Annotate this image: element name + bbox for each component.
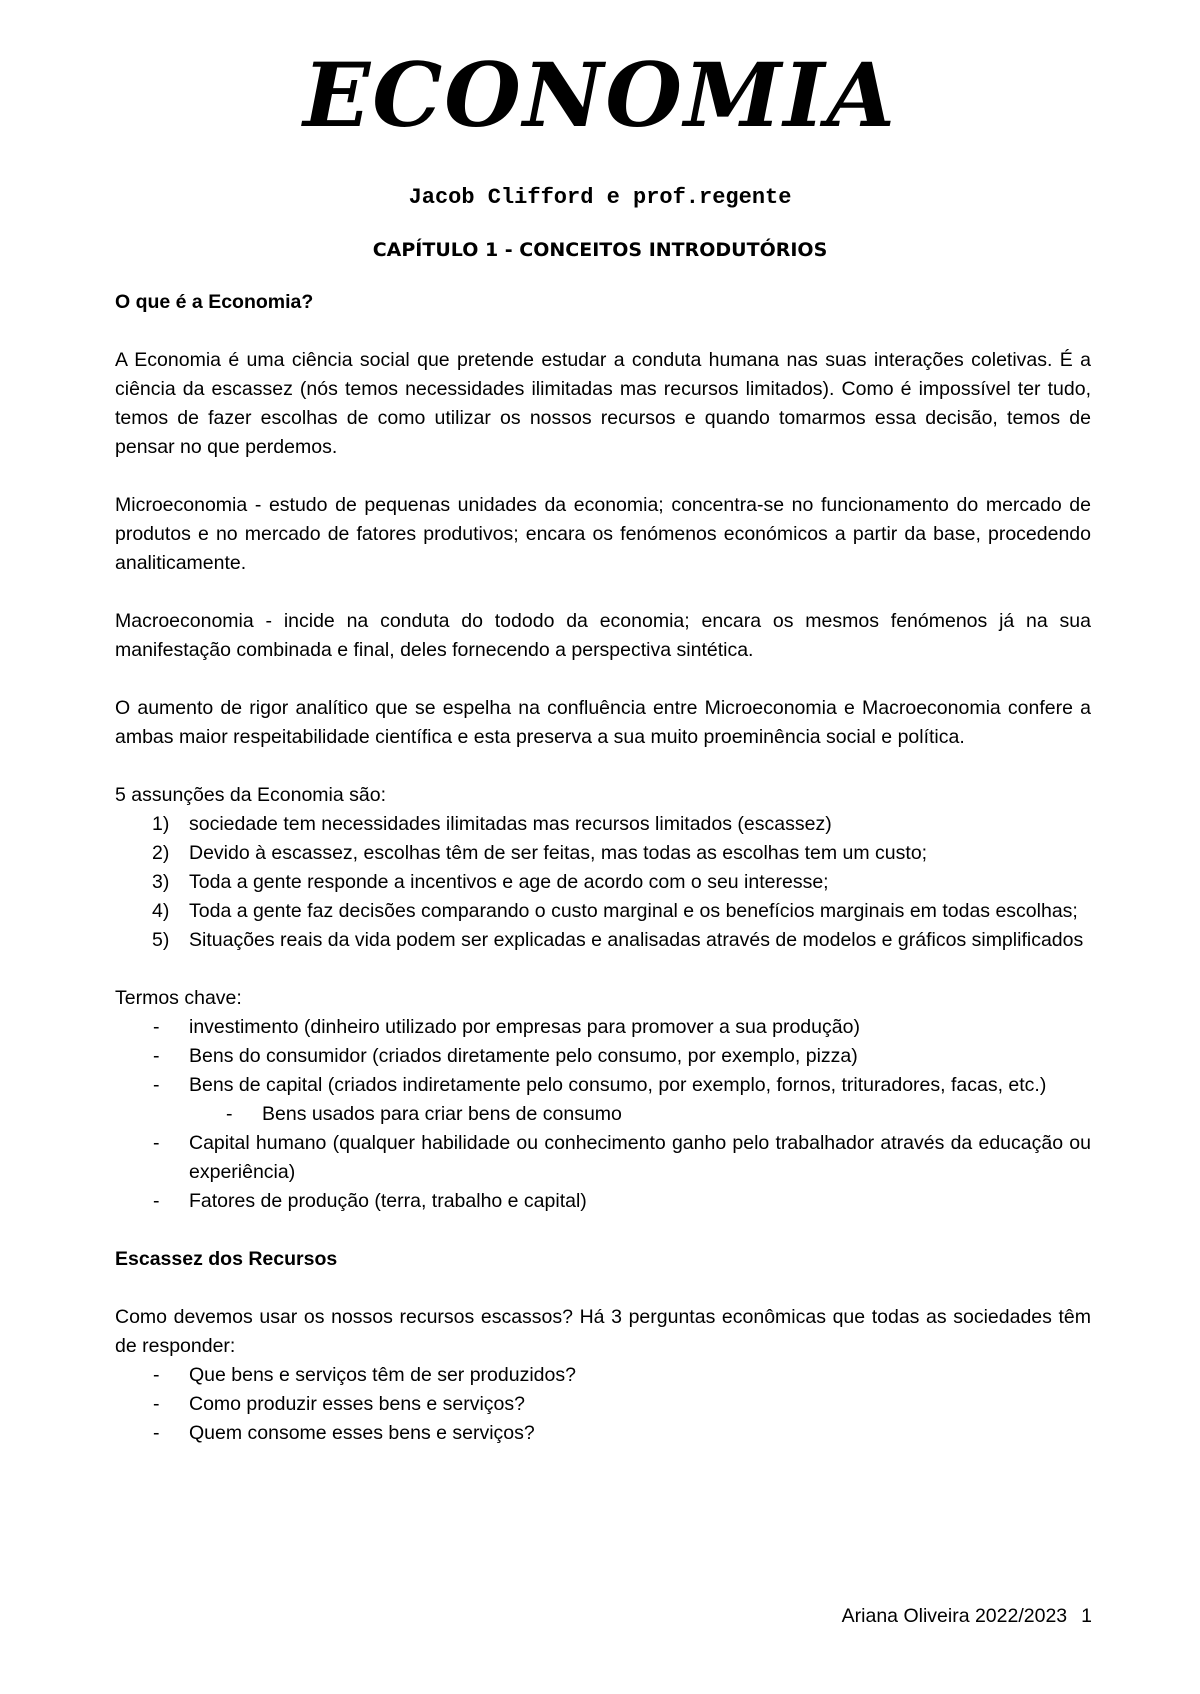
document-subtitle: Jacob Clifford e prof.regente xyxy=(408,185,792,210)
page-footer xyxy=(842,1603,1092,1629)
list-item: - Bens de capital (criados indiretamente pelo consumo, por exemplo, fornos, trituradores, facas, etc.) xyxy=(153,1074,1047,1096)
list-item: 5) Situações reais da vida podem ser explicadas e analisadas através de modelos e gráficos simplificados xyxy=(152,929,1084,951)
list-item: - Bens usados para criar bens de consumo xyxy=(226,1103,622,1125)
document-title: ECONOMIA xyxy=(303,43,897,147)
list-item: - Que bens e serviços têm de ser produzidos? xyxy=(153,1364,576,1386)
document-body xyxy=(115,288,1091,1448)
list-item: 1) sociedade tem necessidades ilimitadas mas recursos limitados (escassez) xyxy=(152,813,832,835)
paragraph-economia: A Economia é uma ciência social que pretende estudar a conduta humana nas suas interações coletivas. É a ciência da escassez (nós temos necessidades ilimitadas mas recursos limitados). Como é impossível ter tudo, temos de fazer escolhas de como utilizar os nossos recursos e quando tomarmos essa decisão, temos de pensar no que perdemos. xyxy=(115,349,1091,458)
section-heading-escassez: Escassez dos Recursos xyxy=(115,1248,338,1270)
assumptions-list xyxy=(115,810,1091,955)
paragraph-rigor: O aumento de rigor analítico que se espelha na confluência entre Microeconomia e Macroeconomia confere a ambas maior respeitabilidade científica e esta preserva a sua muito proeminência social e política. xyxy=(115,697,1091,748)
list-item: - Quem consome esses bens e serviços? xyxy=(153,1422,535,1444)
list-item: - Capital humano (qualquer habilidade ou conhecimento ganho pelo trabalhador através da educação ou experiência) xyxy=(153,1132,1091,1183)
paragraph-microeconomia: Microeconomia - estudo de pequenas unidades da economia; concentra-se no funcionamento do mercado de produtos e no mercado de fatores produtivos; encara os fenómenos económicos a partir da base, procedendo analiticamente. xyxy=(115,494,1091,574)
paragraph-escassez: Como devemos usar os nossos recursos escassos? Há 3 perguntas econômicas que todas as sociedades têm de responder: xyxy=(115,1306,1091,1357)
list-item: 4) Toda a gente faz decisões comparando o custo marginal e os benefícios marginais em todas escolhas; xyxy=(152,900,1078,922)
list-item: - investimento (dinheiro utilizado por empresas para promover a sua produção) xyxy=(153,1016,860,1038)
paragraph-macroeconomia: Macroeconomia - incide na conduta do tododo da economia; encara os mesmos fenómenos já na sua manifestação combinada e final, deles fornecendo a perspectiva sintética. xyxy=(115,610,1091,661)
list-item: - Bens do consumidor (criados diretamente pelo consumo, por exemplo, pizza) xyxy=(153,1045,858,1067)
list-item: 3) Toda a gente responde a incentivos e age de acordo com o seu interesse; xyxy=(152,871,829,893)
page-number: 1 xyxy=(1081,1605,1092,1627)
footer-author: Ariana Oliveira 2022/2023 xyxy=(841,1605,1068,1627)
list-item: - Como produzir esses bens e serviços? xyxy=(153,1393,525,1415)
key-terms-list xyxy=(115,1013,1091,1216)
key-terms-intro: Termos chave: xyxy=(115,987,242,1009)
questions-list xyxy=(115,1361,1091,1448)
list-item: - Fatores de produção (terra, trabalho e capital) xyxy=(153,1190,587,1212)
section-heading-economia: O que é a Economia? xyxy=(115,291,314,313)
chapter-heading: CAPÍTULO 1 - CONCEITOS INTRODUTÓRIOS xyxy=(372,239,828,261)
assumptions-intro: 5 assunções da Economia são: xyxy=(115,784,387,806)
list-item: 2) Devido à escassez, escolhas têm de ser feitas, mas todas as escolhas tem um custo; xyxy=(152,842,928,864)
